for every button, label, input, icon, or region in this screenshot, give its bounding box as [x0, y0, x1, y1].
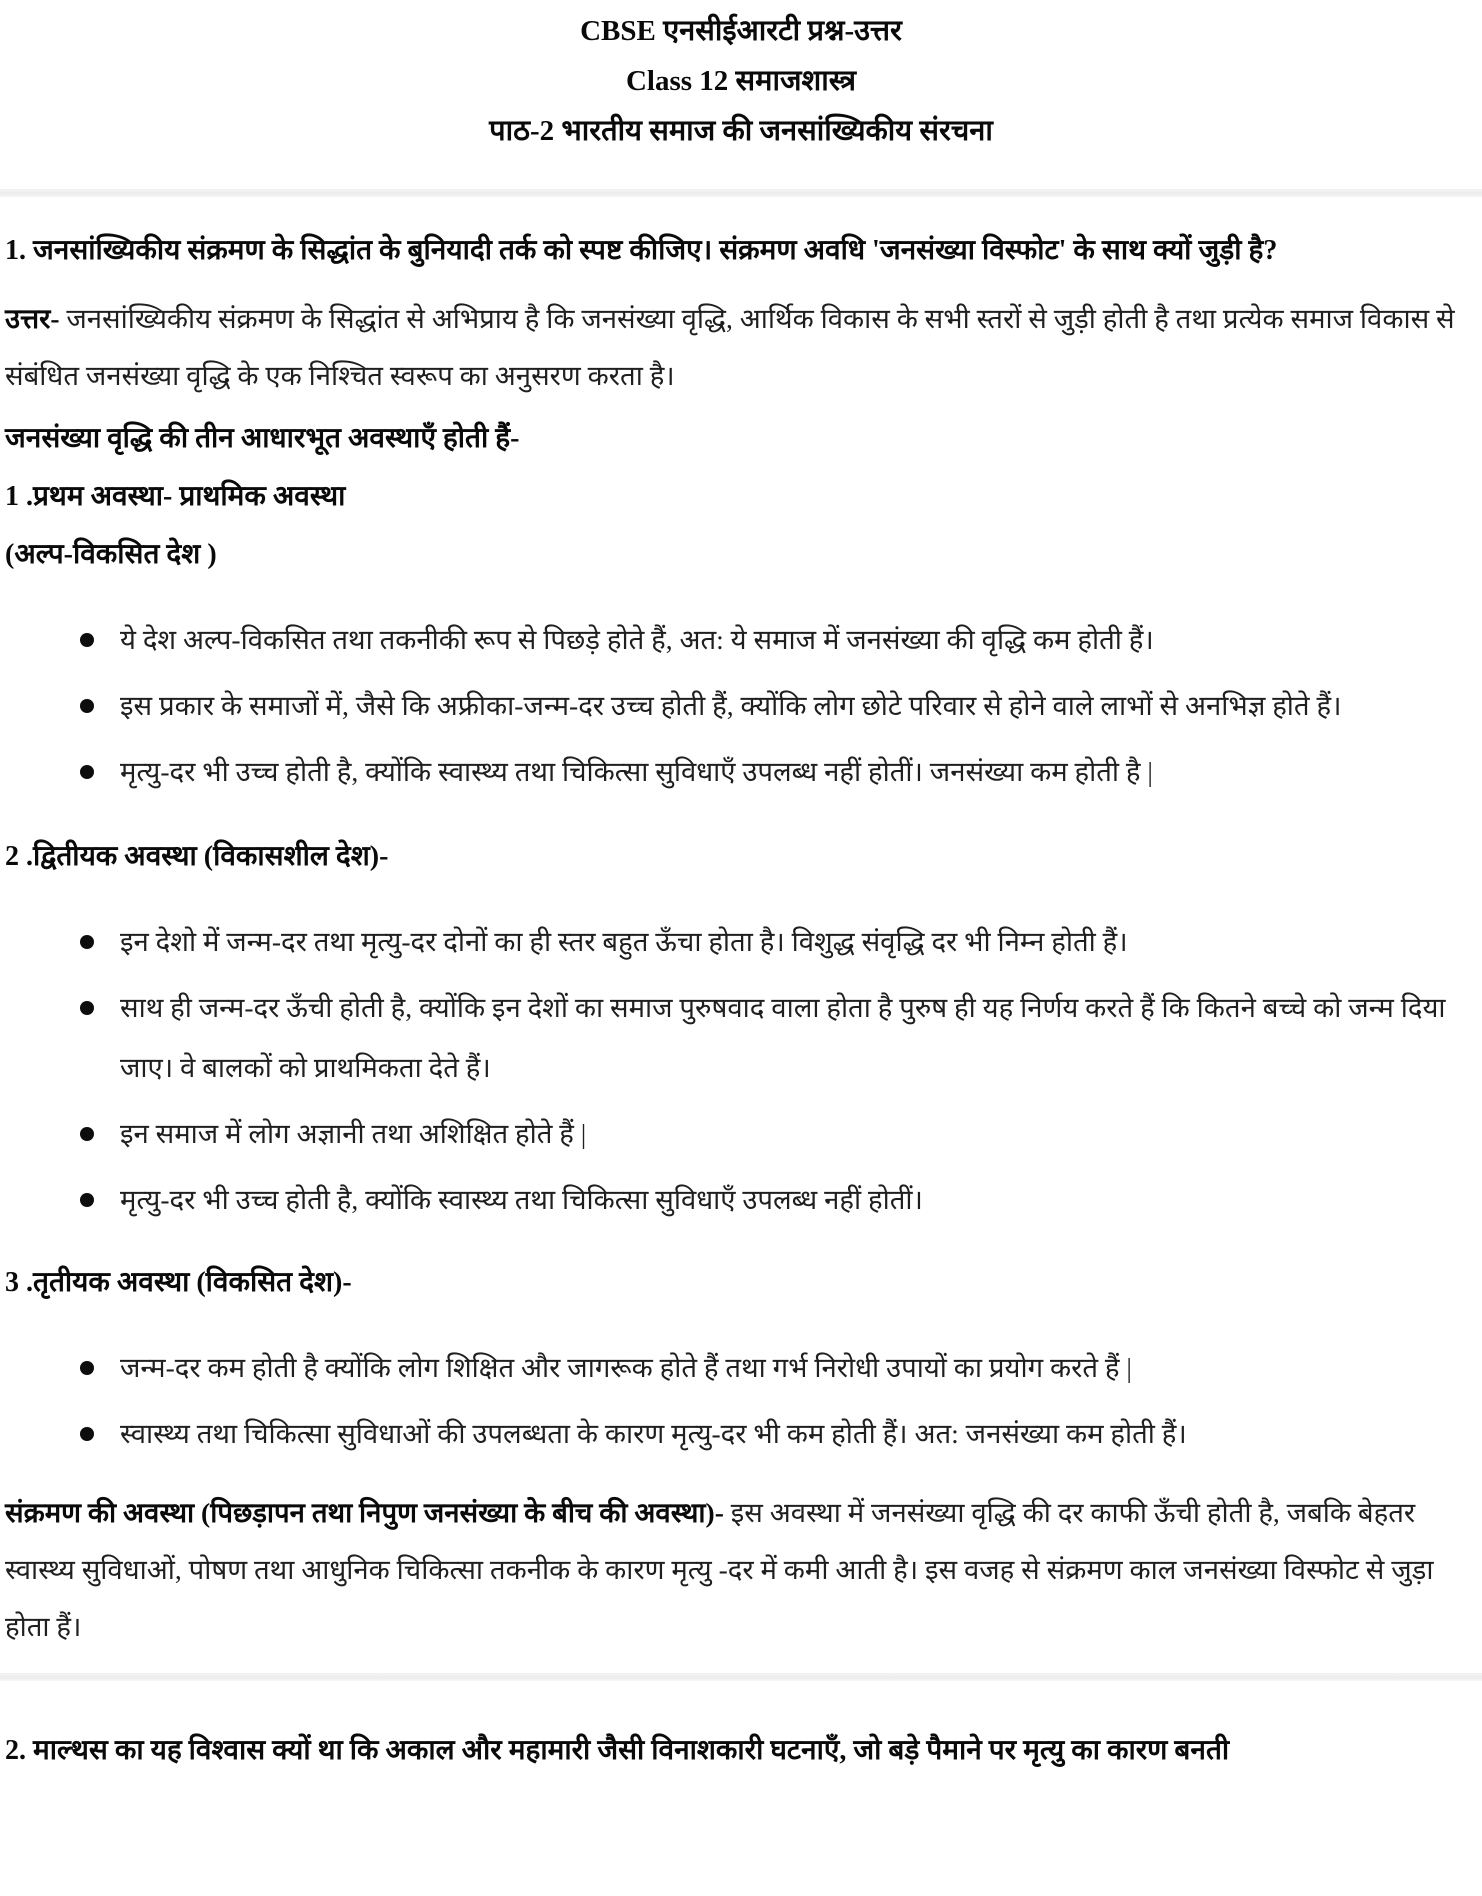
question-2: 2. माल्थस का यह विश्वास क्यों था कि अकाल और महामारी जैसी विनाशकारी घटनाएँ, जो बड़े पैमाने पर मृत्यु का कारण बनती [5, 1735, 1230, 1766]
list-item: स्वास्थ्य तथा चिकित्सा सुविधाओं की उपलब्धता के कारण मृत्यु-दर भी कम होती हैं। अत: जनसंख्या कम होती हैं। [120, 1404, 1456, 1464]
stage1-heading: 1 .प्रथम अवस्था- प्राथमिक अवस्था [5, 481, 346, 512]
list-item: मृत्यु-दर भी उच्च होती है, क्योंकि स्वास्थ्य तथा चिकित्सा सुविधाएँ उपलब्ध नहीं होतीं। [120, 1170, 1456, 1230]
list-item: इस प्रकार के समाजों में, जैसे कि अफ्रीका-जन्म-दर उच्च होती हैं, क्योंकि लोग छोटे परिवार से होने वाले लाभों से अनभिज्ञ होते हैं। [120, 676, 1456, 736]
transition-bold-lead: संक्रमण की अवस्था (पिछड़ापन तथा निपुण जनसंख्या के बीच की अवस्था)- [5, 1497, 724, 1528]
stage3-heading: 3 .तृतीयक अवस्था (विकसित देश)- [5, 1267, 352, 1298]
answer-label: उत्तर- [5, 303, 60, 334]
stage1-bullet-list [5, 610, 1456, 802]
doc-title-line3: पाठ-2 भारतीय समाज की जनसांख्यिकीय संरचना [489, 115, 993, 147]
stage1-subheading: (अल्प-विकसित देश ) [5, 539, 217, 570]
stage3-bullet-list [5, 1338, 1456, 1464]
document-content [0, 219, 1482, 1655]
doc-title-line1: CBSE एनसीईआरटी प्रश्न-उत्तर [580, 15, 902, 47]
answer-intro-text: जनसांख्यिकीय संक्रमण के सिद्धांत से अभिप्राय है कि जनसंख्या वृद्धि, आर्थिक विकास के सभी स्तरों से जुड़ी होती है तथा प्रत्येक समाज विकास से संबंधित जनसंख्या वृद्धि के एक निश्चित स्वरूप का अनुसरण करता है। [5, 303, 1455, 391]
transition-text: इस अवस्था में जनसंख्या वृद्धि की दर काफी ऊँची होती है, जबकि बेहतर स्वास्थ्य सुविधाओं, पोषण तथा आधुनिक चिकित्सा तकनीक के कारण मृत्यु -दर में कमी आती है। इस वजह से संक्रमण काल जनसंख्या विस्फोट से जुड़ा होता हैं। [5, 1497, 1434, 1642]
list-item: जन्म-दर कम होती है क्योंकि लोग शिक्षित और जागरूक होते हैं तथा गर्भ निरोधी उपायों का प्रयोग करते हैं | [120, 1338, 1456, 1398]
page-separator-bottom [0, 1673, 1482, 1681]
list-item: इन देशो में जन्म-दर तथा मृत्यु-दर दोनों का ही स्तर बहुत ऊँचा होता है। विशुद्ध संवृद्धि दर भी निम्न होती हैं। [120, 912, 1456, 972]
document-content-page2 [0, 1723, 1482, 1779]
stage2-heading: 2 .द्वितीयक अवस्था (विकासशील देश)- [5, 841, 389, 872]
list-item: मृत्यु-दर भी उच्च होती है, क्योंकि स्वास्थ्य तथा चिकित्सा सुविधाएँ उपलब्ध नहीं होतीं। जनसंख्या कम होती है | [120, 742, 1456, 802]
list-item: साथ ही जन्म-दर ऊँची होती है, क्योंकि इन देशों का समाज पुरुषवाद वाला होता है पुरुष ही यह निर्णय करते हैं कि कितने बच्चे को जन्म दिया जाए। वे बालकों को प्राथमिकता देते हैं। [120, 978, 1456, 1098]
document-header [0, 0, 1482, 156]
question-1: 1. जनसांख्यिकीय संक्रमण के सिद्धांत के बुनियादी तर्क को स्पष्ट कीजिए। संक्रमण अवधि 'जनसंख्या विस्फोट' के साथ क्यों जुड़ी है? [5, 235, 1278, 266]
stages-heading: जनसंख्या वृद्धि की तीन आधारभूत अवस्थाएँ होती हैं- [5, 423, 520, 454]
answer-1-intro [5, 290, 1456, 404]
transition-paragraph [5, 1484, 1456, 1655]
list-item: ये देश अल्प-विकसित तथा तकनीकी रूप से पिछड़े होते हैं, अत: ये समाज में जनसंख्या की वृद्धि कम होती हैं। [120, 610, 1456, 670]
list-item: इन समाज में लोग अज्ञानी तथा अशिक्षित होते हैं | [120, 1104, 1456, 1164]
page-separator-top [0, 189, 1482, 197]
stage2-bullet-list [5, 912, 1456, 1230]
doc-title-line2: Class 12 समाजशास्त्र [625, 65, 857, 97]
